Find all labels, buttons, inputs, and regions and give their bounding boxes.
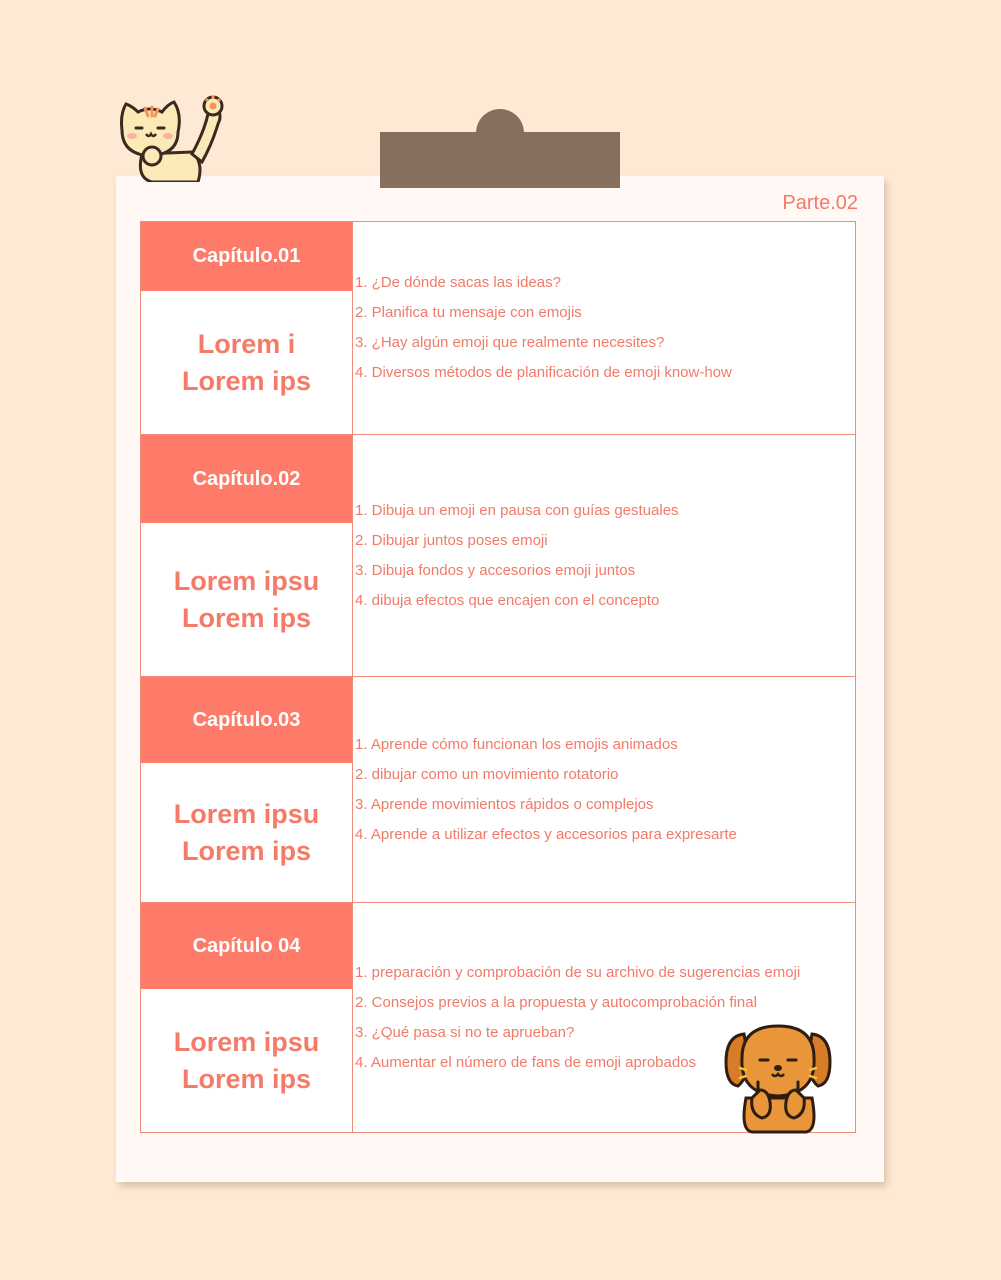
chapter-row bbox=[141, 677, 855, 903]
chapter-row bbox=[141, 435, 855, 677]
chapter-left bbox=[141, 222, 353, 434]
chapter-title bbox=[141, 291, 352, 434]
chapter-heading: Capítulo.03 bbox=[141, 677, 352, 763]
chapter-title-line: Lorem ips bbox=[181, 835, 312, 866]
list-item: 3. Dibuja fondos y accesorios emoji juntos bbox=[355, 561, 636, 579]
list-item: 3. ¿Hay algún emoji que realmente necesites? bbox=[355, 334, 665, 351]
chapter-title-line: Lorem ipsu bbox=[173, 798, 320, 829]
chapter-title-line: Lorem ips bbox=[181, 365, 312, 396]
list-item: 4. Aumentar el número de fans de emoji aprobados bbox=[355, 1053, 697, 1071]
list-item: 2. Planifica tu mensaje con emojis bbox=[355, 304, 582, 321]
chapter-left bbox=[141, 903, 353, 1132]
chapter-left bbox=[141, 677, 353, 902]
clip-tab bbox=[380, 132, 620, 188]
chapter-heading: Capítulo 04 bbox=[141, 903, 352, 989]
list-item: 1. ¿De dónde sacas las ideas? bbox=[355, 274, 561, 291]
list-item: 4. Aprende a utilizar efectos y accesorios para expresarte bbox=[355, 825, 737, 843]
list-item: 1. Aprende cómo funcionan los emojis animados bbox=[355, 735, 678, 753]
part-label: Parte.02 bbox=[782, 192, 858, 214]
chapter-title bbox=[141, 989, 352, 1132]
waving-cat-icon bbox=[112, 92, 228, 182]
chapter-title-line: Lorem ipsu bbox=[173, 1026, 320, 1057]
table-of-contents bbox=[140, 221, 856, 1133]
chapter-title-line: Lorem ips bbox=[181, 1063, 312, 1094]
list-item: 1. Dibuja un emoji en pausa con guías gestuales bbox=[355, 501, 679, 519]
list-item: 4. dibuja efectos que encajen con el concepto bbox=[355, 591, 660, 609]
chapter-items bbox=[353, 222, 855, 434]
list-item: 3. Aprende movimientos rápidos o complejos bbox=[355, 795, 654, 813]
list-item: 2. Consejos previos a la propuesta y autocomprobación final bbox=[355, 993, 757, 1011]
chapter-title bbox=[141, 523, 352, 676]
list-item: 2. Dibujar juntos poses emoji bbox=[355, 531, 548, 549]
chapter-title-line: Lorem ipsu bbox=[173, 565, 320, 596]
chapter-heading: Capítulo.02 bbox=[141, 435, 352, 523]
list-item: 2. dibujar como un movimiento rotatorio bbox=[355, 765, 619, 783]
chapter-left bbox=[141, 435, 353, 676]
chapter-items bbox=[353, 677, 855, 902]
chapter-heading: Capítulo.01 bbox=[141, 222, 352, 291]
chapter-title-line: Lorem ips bbox=[181, 602, 312, 633]
chapter-title bbox=[141, 763, 352, 902]
chapter-items bbox=[353, 435, 855, 676]
thumbs-up-dog-icon bbox=[722, 1018, 834, 1134]
chapter-title-line: Lorem i bbox=[197, 328, 296, 359]
list-item: 1. preparación y comprobación de su archivo de sugerencias emoji bbox=[355, 963, 801, 981]
list-item: 3. ¿Qué pasa si no te aprueban? bbox=[355, 1023, 575, 1041]
list-item: 4. Diversos métodos de planificación de emoji know-how bbox=[355, 364, 732, 381]
chapter-row bbox=[141, 222, 855, 435]
